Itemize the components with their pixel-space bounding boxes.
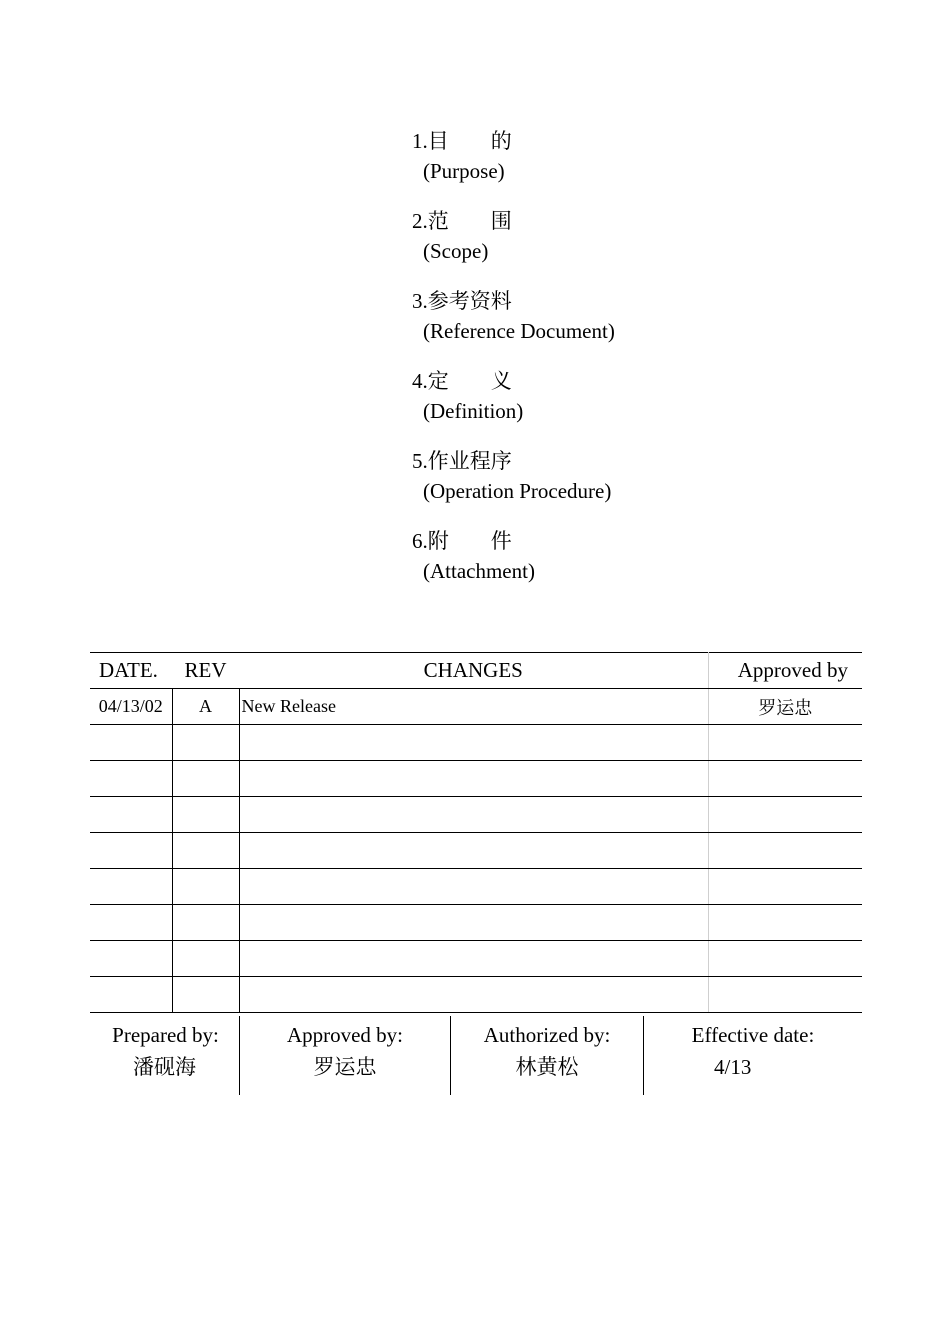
toc-item-cn: 2.范 围 <box>412 209 512 233</box>
cell-rev <box>172 797 239 833</box>
cell-date <box>90 725 172 761</box>
signoff-block <box>90 1016 862 1095</box>
cell-date <box>90 869 172 905</box>
cell-approved-by <box>708 905 862 941</box>
cell-rev <box>172 761 239 797</box>
cell-changes <box>239 977 708 1013</box>
cell-approved-by: 罗运忠 <box>708 689 862 725</box>
cell-changes <box>239 761 708 797</box>
toc-item-purpose <box>412 126 712 206</box>
toc-item-en: (Operation Procedure) <box>423 479 612 503</box>
cell-date <box>90 797 172 833</box>
effective-date-value: 4/13 <box>714 1055 752 1079</box>
toc-item-procedure <box>412 446 712 526</box>
header-approved-by: Approved by <box>708 653 862 689</box>
cell-rev: A <box>172 689 239 725</box>
toc-item-cn: 1.目 的 <box>412 129 512 153</box>
cell-rev <box>172 977 239 1013</box>
prepared-by-label: Prepared by: <box>112 1023 219 1047</box>
toc-item-cn: 6.附 件 <box>412 529 512 553</box>
table-row <box>90 689 862 725</box>
table-of-contents <box>412 126 712 606</box>
table-row <box>90 905 862 941</box>
approved-by-label: Approved by: <box>286 1023 404 1047</box>
table-header-row <box>90 653 862 689</box>
cell-changes <box>239 725 708 761</box>
table-row <box>90 977 862 1013</box>
cell-approved-by <box>708 761 862 797</box>
prepared-by-name: 潘砚海 <box>133 1055 196 1079</box>
header-date: DATE. <box>90 653 172 689</box>
toc-item-en: (Scope) <box>423 239 489 263</box>
header-changes: CHANGES <box>239 653 708 689</box>
cell-date <box>90 905 172 941</box>
table-row <box>90 833 862 869</box>
cell-changes <box>239 905 708 941</box>
cell-approved-by <box>708 941 862 977</box>
toc-item-en: (Purpose) <box>423 159 505 183</box>
toc-item-reference <box>412 286 712 366</box>
table-row <box>90 725 862 761</box>
cell-date <box>90 941 172 977</box>
toc-item-cn: 5.作业程序 <box>412 449 512 473</box>
cell-approved-by <box>708 869 862 905</box>
table-row <box>90 869 862 905</box>
approved-by-cell <box>239 1016 450 1095</box>
cell-changes: New Release <box>239 689 708 725</box>
cell-approved-by <box>708 725 862 761</box>
authorized-by-label: Authorized by: <box>483 1023 611 1047</box>
cell-rev <box>172 833 239 869</box>
toc-item-attachment <box>412 526 712 606</box>
header-rev: REV <box>172 653 239 689</box>
effective-date-cell <box>643 1016 862 1095</box>
approved-by-name: 罗运忠 <box>313 1055 377 1079</box>
cell-date <box>90 833 172 869</box>
toc-item-cn: 3.参考资料 <box>412 289 512 313</box>
cell-approved-by <box>708 977 862 1013</box>
toc-item-definition <box>412 366 712 446</box>
table-row <box>90 941 862 977</box>
cell-rev <box>172 941 239 977</box>
toc-item-en: (Definition) <box>423 399 524 423</box>
table-row <box>90 797 862 833</box>
cell-rev <box>172 905 239 941</box>
cell-date <box>90 761 172 797</box>
cell-rev <box>172 725 239 761</box>
cell-date: 04/13/02 <box>90 689 172 725</box>
cell-approved-by <box>708 797 862 833</box>
prepared-by-cell <box>90 1016 239 1095</box>
cell-date <box>90 977 172 1013</box>
cell-approved-by <box>708 833 862 869</box>
table-row <box>90 761 862 797</box>
cell-changes <box>239 869 708 905</box>
cell-changes <box>239 833 708 869</box>
toc-item-en: (Reference Document) <box>423 319 615 343</box>
cell-changes <box>239 941 708 977</box>
cell-changes <box>239 797 708 833</box>
cell-rev <box>172 869 239 905</box>
toc-item-scope <box>412 206 712 286</box>
toc-item-en: (Attachment) <box>423 559 535 583</box>
revision-history-table <box>90 652 862 1013</box>
toc-item-cn: 4.定 义 <box>412 369 512 393</box>
authorized-by-name: 林黄松 <box>515 1055 579 1079</box>
effective-date-label: Effective date: <box>691 1023 815 1047</box>
authorized-by-cell <box>450 1016 643 1095</box>
